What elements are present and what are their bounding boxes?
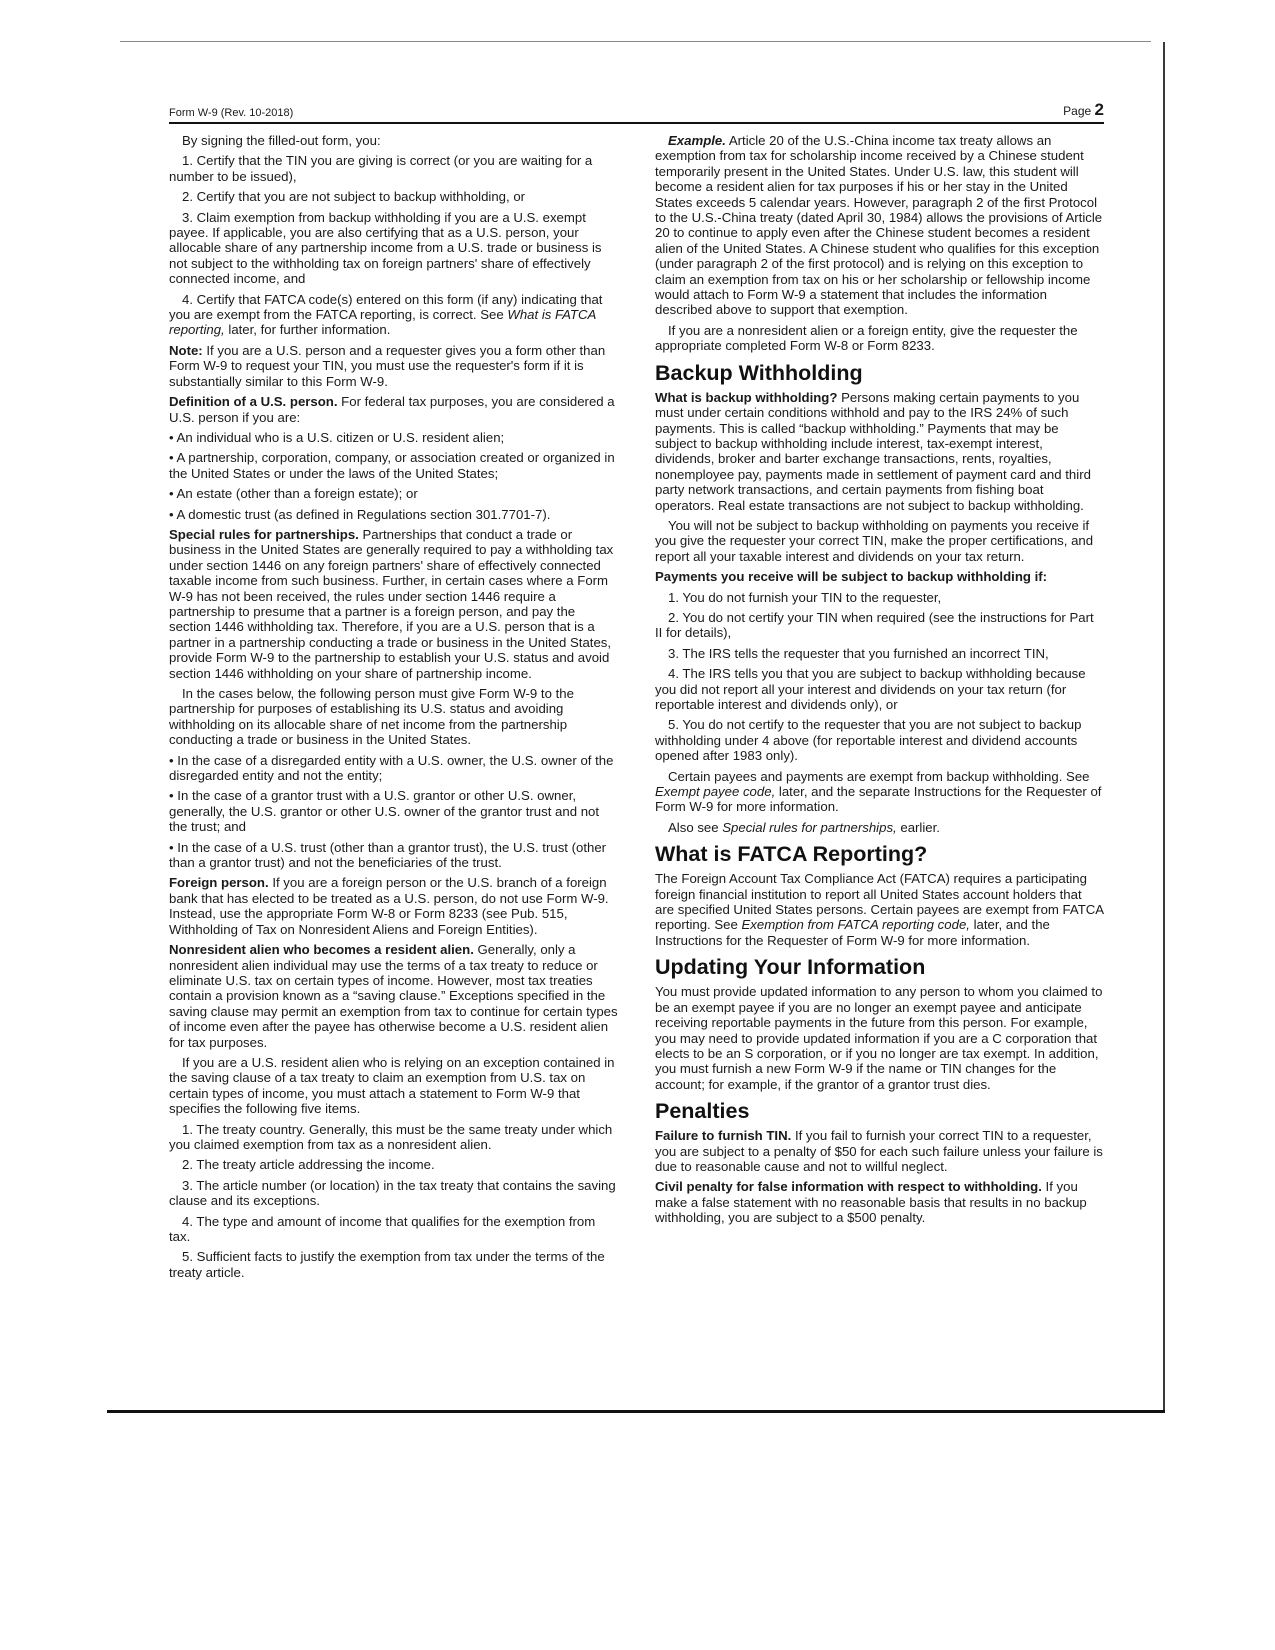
partnership-rules-heading: Special rules for partnerships. bbox=[169, 526, 359, 542]
nonresident-alien bbox=[169, 942, 619, 1050]
example-paragraph bbox=[655, 133, 1104, 318]
failure-to-furnish-text: If you fail to furnish your correct TIN to a requester, you are subject to a penalty of $50 for each such failure unless your failure is due to reasonable cause and not to willful neglect. bbox=[655, 1128, 1103, 1174]
also-see-tail: earlier. bbox=[896, 819, 940, 835]
page-header bbox=[169, 100, 1104, 122]
certify-item-4-tail: later, for further information. bbox=[224, 322, 391, 338]
certify-item-4-text: 4. Certify that FATCA code(s) entered on this form (if any) indicating that you are exempt from the FATCA reporting, is correct. See bbox=[169, 291, 603, 323]
payment-item-2: 2. You do not certify your TIN when required (see the instructions for Part II for details), bbox=[655, 609, 1094, 641]
special-rules-reference: Special rules for partnerships, bbox=[722, 819, 897, 835]
foreign-person-heading: Foreign person. bbox=[169, 875, 269, 891]
certify-item-1: 1. Certify that the TIN you are giving is correct (or you are waiting for a number to be issued), bbox=[169, 153, 593, 184]
fatca-reporting-reference: What is FATCA reporting, bbox=[169, 307, 596, 338]
exempt-payees-paragraph bbox=[655, 769, 1104, 815]
updating-paragraph: You must provide updated information to any person to whom you claimed to be an exempt payee if you are no longer an exempt payee and anticipate receiving reportable payments in the future from this person. For example, you may need to provide updated information if you are a C corporation that elects to be an S corporation, or if you no longer are tax exempt. In addition, you must furnish a new Form W-9 if the name or TIN changes for the account; for example, if the grantor of a grantor trust dies. bbox=[655, 984, 1103, 1092]
person-bullet: • A partnership, corporation, company, or association created or organized in the United States or under the laws of the United States; bbox=[169, 450, 615, 481]
example-text: Article 20 of the U.S.-China income tax treaty allows an exemption from tax for scholarship income received by a Chinese student temporarily present in the United States. Under U.S. law, this student will become a resident alien for tax purposes if his or her stay in the United States exceeds 5 calendar years. However, paragraph 2 of the first Protocol to the U.S.-China treaty (dated April 30, 1984) allows the provisions of Article 20 to continue to apply even after the Chinese student becomes a resident alien of the United States. A Chinese student who qualifies for this exception (under paragraph 2 of the first protocol) and is relying on this exception to claim an exemption from tax on his or her scholarship or fellowship income would attach to Form W-9 a statement that includes the information described above to support that exemption. bbox=[655, 133, 1103, 318]
what-is-backup-withholding bbox=[655, 390, 1104, 513]
certify-item-2: 2. Certify that you are not subject to backup withholding, or bbox=[182, 189, 526, 205]
treaty-item-2: 2. The treaty article addressing the income. bbox=[182, 1157, 435, 1173]
resident-alien-paragraph: If you are a U.S. resident alien who is relying on an exception contained in the saving clause of a tax treaty to claim an exemption from U.S. tax on certain types of income, you must attach a statement to Form W-9 that specifies the following five items. bbox=[169, 1054, 615, 1117]
page-bottom-border bbox=[107, 1410, 1165, 1413]
foreign-person bbox=[169, 875, 619, 937]
also-see-text: Also see bbox=[668, 819, 723, 835]
note-paragraph bbox=[169, 343, 619, 389]
treaty-item-1: 1. The treaty country. Generally, this must be the same treaty under which you claimed exemption from tax as a nonresident alien. bbox=[169, 1121, 613, 1152]
certify-item-4 bbox=[169, 292, 619, 338]
payment-item-4: 4. The IRS tells you that you are subject to backup withholding because you did not report all your interest and dividends on your tax return (for reportable interest and dividends only), or bbox=[655, 666, 1086, 712]
nonresident-alien-text: Generally, only a nonresident alien individual may use the terms of a tax treaty to reduce or eliminate U.S. tax on certain types of income. However, most tax treaties contain a provision known as a “saving clause.” Exceptions specified in the saving clause may permit an exemption from tax to continue for certain types of income even after the payee has otherwise become a U.S. resident alien for tax purposes. bbox=[169, 942, 618, 1050]
exempt-payees-tail: later, and the separate Instructions for the Requester of Form W-9 for more information. bbox=[655, 784, 1102, 815]
civil-penalty-text: If you make a false statement with no reasonable basis that results in no backup withholding, you are subject to a $500 penalty. bbox=[655, 1179, 1087, 1226]
payments-subject-label bbox=[655, 569, 1104, 584]
nonresident-alien-heading: Nonresident alien who becomes a resident alien. bbox=[169, 942, 474, 958]
note-label: Note: bbox=[169, 342, 203, 358]
page-label: Page bbox=[1063, 104, 1092, 118]
payment-item-1: 1. You do not furnish your TIN to the requester, bbox=[668, 589, 942, 605]
payments-subject-heading: Payments you receive will be subject to backup withholding if: bbox=[655, 569, 1048, 585]
exempt-payee-code-reference: Exempt payee code, bbox=[655, 784, 776, 800]
case-bullet: • In the case of a U.S. trust (other than a grantor trust), the U.S. trust (other than a grantor trust) and not the beneficiaries of the trust. bbox=[169, 839, 607, 871]
left-column bbox=[169, 133, 619, 1285]
case-bullet: • In the case of a grantor trust with a U.S. grantor or other U.S. owner, generally, the U.S. grantor or other U.S. owner of the grantor trust and not the trust; and bbox=[169, 788, 600, 835]
failure-to-furnish bbox=[655, 1128, 1104, 1174]
foreign-person-text: If you are a foreign person or the U.S. branch of a foreign bank that has elected to be treated as a U.S. person, do not use Form W-9. Instead, use the appropriate Form W-8 or Form 8233 (see Pub. 515, Withholding of Tax on Nonresident Aliens and Foreign Entities). bbox=[169, 875, 609, 937]
header-rule bbox=[169, 122, 1104, 124]
us-person-text: For federal tax purposes, you are considered a U.S. person if you are: bbox=[169, 394, 615, 425]
partnership-rules-text: Partnerships that conduct a trade or business in the United States are generally required to pay a withholding tax under section 1446 on any foreign partners' share of effectively connected taxable income from such business. Further, in certain cases where a Form W-9 has not been received, the rules under section 1446 require a partnership to presume that a partner is a foreign person, and pay the section 1446 withholding tax. Therefore, if you are a U.S. person that is a partner in a partnership conducting a trade or business in the United States, provide Form W-9 to the partnership to establish your U.S. status and avoid section 1446 withholding on your share of partnership income. bbox=[169, 526, 614, 681]
treaty-item-4: 4. The type and amount of income that qualifies for the exemption from tax. bbox=[169, 1213, 596, 1244]
not-subject-paragraph: You will not be subject to backup withholding on payments you receive if you give the requester your correct TIN, make the proper certifications, and report all your taxable interest and dividends on your tax return. bbox=[655, 517, 1094, 564]
case-bullet: • In the case of a disregarded entity with a U.S. owner, the U.S. owner of the disregarded entity and not the entity; bbox=[169, 752, 614, 784]
partnership-rules bbox=[169, 527, 619, 681]
right-column bbox=[655, 133, 1104, 1231]
foreign-entity-paragraph: If you are a nonresident alien or a foreign entity, give the requester the appropriate completed Form W-8 or Form 8233. bbox=[655, 322, 1078, 354]
fatca-paragraph bbox=[655, 871, 1104, 948]
treaty-item-5: 5. Sufficient facts to justify the exemption from tax under the terms of the treaty article. bbox=[169, 1249, 605, 1280]
intro-paragraph: By signing the filled-out form, you: bbox=[182, 133, 381, 148]
what-is-backup-text: Persons making certain payments to you must under certain conditions withhold and pay to the IRS 24% of such payments. This is called “backup withholding.” Payments that may be subject to backup withholding include interest, tax-exempt interest, dividends, broker and barter exchange transactions, rents, royalties, nonemployee pay, payments made in settlement of payment card and third party network transactions, and certain payments from fishing boat operators. Real estate transactions are not subject to backup withholding. bbox=[655, 389, 1091, 513]
certify-item-3: 3. Claim exemption from backup withholding if you are a U.S. exempt payee. If applicable, you are also certifying that as a U.S. person, your allocable share of any partnership income from a U.S. trade or business is not subject to the withholding tax on foreign partners' share of effectively connected income, and bbox=[169, 209, 602, 287]
page-number: 2 bbox=[1094, 100, 1104, 119]
backup-withholding-heading: Backup Withholding bbox=[655, 360, 863, 385]
penalties-heading: Penalties bbox=[655, 1099, 750, 1124]
civil-penalty-heading: Civil penalty for false information with respect to withholding. bbox=[655, 1179, 1042, 1195]
page-indicator bbox=[1063, 100, 1104, 120]
treaty-item-3: 3. The article number (or location) in the tax treaty that contains the saving clause and its exceptions. bbox=[169, 1177, 616, 1209]
form-identifier: Form W-9 (Rev. 10-2018) bbox=[169, 107, 294, 119]
what-is-backup-label: What is backup withholding? bbox=[655, 389, 838, 405]
page-top-border bbox=[120, 41, 1151, 42]
page-right-border bbox=[1163, 42, 1165, 1412]
us-person-definition bbox=[169, 394, 619, 425]
fatca-code-reference: Exemption from FATCA reporting code, bbox=[741, 917, 970, 933]
exempt-payees-text: Certain payees and payments are exempt from backup withholding. See bbox=[668, 768, 1090, 784]
note-text: If you are a U.S. person and a requester gives you a form other than Form W-9 to request your TIN, you must use the requester's form if it is substantially similar to this Form W-9. bbox=[169, 342, 606, 389]
person-bullet: • An individual who is a U.S. citizen or U.S. resident alien; bbox=[169, 429, 505, 445]
civil-penalty bbox=[655, 1179, 1104, 1225]
also-see-paragraph bbox=[655, 820, 1104, 835]
person-bullet: • A domestic trust (as defined in Regulations section 301.7701-7). bbox=[169, 506, 551, 522]
payment-item-5: 5. You do not certify to the requester that you are not subject to backup withholding under 4 above (for reportable interest and dividend accounts opened after 1983 only). bbox=[655, 717, 1082, 764]
person-bullet: • An estate (other than a foreign estate); or bbox=[169, 486, 418, 502]
updating-heading: Updating Your Information bbox=[655, 955, 926, 980]
fatca-tail: later, and the Instructions for the Requester of Form W-9 for more information. bbox=[655, 917, 1050, 948]
us-person-heading: Definition of a U.S. person. bbox=[169, 394, 338, 410]
payment-item-3: 3. The IRS tells the requester that you furnished an incorrect TIN, bbox=[668, 645, 1049, 661]
failure-to-furnish-heading: Failure to furnish TIN. bbox=[655, 1128, 792, 1144]
fatca-heading: What is FATCA Reporting? bbox=[655, 842, 928, 867]
cases-intro: In the cases below, the following person must give Form W-9 to the partnership for purposes of establishing its U.S. status and avoiding withholding on its allocable share of net income from the partnership conducting a trade or business in the United States. bbox=[169, 686, 574, 748]
example-label: Example. bbox=[668, 133, 726, 148]
fatca-text: The Foreign Account Tax Compliance Act (FATCA) requires a participating foreign financial institution to report all United States account holders that are specified United States persons. Certain payees are exempt from FATCA reporting. See bbox=[655, 871, 1104, 933]
